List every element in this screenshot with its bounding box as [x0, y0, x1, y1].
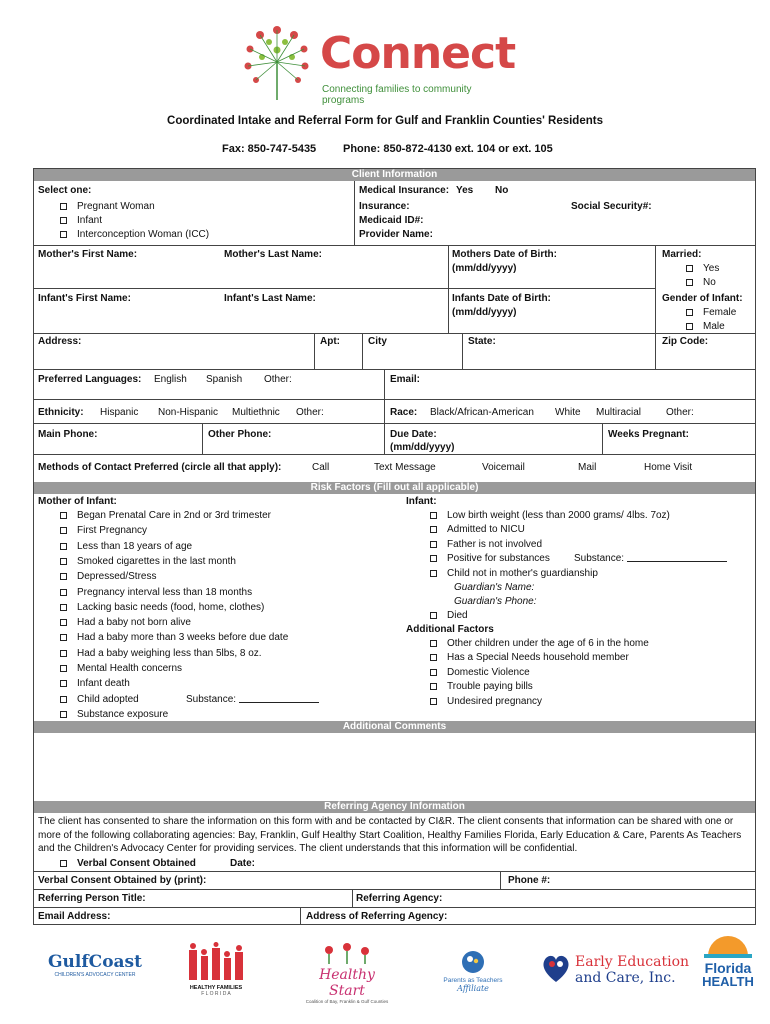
due-date-label: Due Date: — [390, 429, 437, 440]
infant-risk-label: Infant: — [406, 496, 437, 507]
eth-multiethnic[interactable]: Multiethnic — [232, 407, 280, 418]
medical-insurance-no[interactable]: No — [495, 185, 509, 196]
contact-call[interactable]: Call — [312, 462, 330, 473]
email-label: Email: — [390, 374, 421, 385]
infants-dob-format: (mm/dd/yyyy) — [452, 307, 517, 318]
lang-other[interactable]: Other: — [264, 374, 292, 385]
healthy-start-logo: Healthy Start Coalition of Bay, Franklin & Gulf Counties — [302, 942, 392, 1004]
option-infant[interactable]: Infant — [60, 215, 102, 226]
mothers-dob-label: Mothers Date of Birth: — [452, 249, 557, 260]
family-figures-icon — [181, 942, 251, 982]
eth-non-hispanic[interactable]: Non-Hispanic — [158, 407, 219, 418]
checkbox[interactable] — [60, 543, 67, 550]
checkbox[interactable] — [60, 203, 67, 210]
state-label: State: — [468, 336, 496, 347]
provider-name-label: Provider Name: — [359, 229, 433, 240]
email-address-label: Email Address: — [38, 911, 111, 922]
additional-factor-item[interactable]: Has a Special Needs household member — [430, 652, 629, 663]
gender-label: Gender of Infant: — [662, 293, 743, 304]
infant-risk-item[interactable]: Positive for substances — [430, 553, 550, 564]
additional-factor-item[interactable]: Undesired pregnancy — [430, 696, 542, 707]
ethnicity-label: Ethnicity: — [38, 407, 84, 418]
intake-form — [33, 168, 756, 925]
mothers-first-name-label: Mother's First Name: — [38, 249, 138, 260]
phone-number: Phone: 850-872-4130 ext. 104 or ext. 105 — [343, 143, 553, 155]
apt-label: Apt: — [320, 336, 340, 347]
guardian-phone-label: Guardian's Phone: — [454, 596, 537, 607]
checkbox[interactable] — [686, 323, 693, 330]
infant-risk-item[interactable]: Admitted to NICU — [430, 524, 525, 535]
checkbox[interactable] — [60, 604, 67, 611]
mother-risk-item[interactable]: Less than 18 years of age — [60, 541, 192, 552]
race-white[interactable]: White — [555, 407, 581, 418]
preferred-languages-label: Preferred Languages: — [38, 374, 142, 385]
mother-risk-item[interactable]: Mental Health concerns — [60, 663, 182, 674]
healthy-families-logo: HEALTHY FAMILIES F L O R I D A — [180, 942, 252, 997]
mothers-dob-format: (mm/dd/yyyy) — [452, 263, 517, 274]
checkbox[interactable] — [430, 541, 437, 548]
social-security-label: Social Security#: — [571, 201, 652, 212]
mother-risk-item[interactable]: Lacking basic needs (food, home, clothes) — [60, 602, 264, 613]
guardian-name-label: Guardian's Name: — [454, 582, 535, 593]
form-title: Coordinated Intake and Referral Form for Gulf and Franklin Counties' Residents — [167, 115, 603, 127]
checkbox[interactable] — [430, 555, 437, 562]
checkbox[interactable] — [60, 711, 67, 718]
checkbox[interactable] — [60, 696, 67, 703]
checkbox[interactable] — [60, 512, 67, 519]
flowers-icon — [317, 942, 377, 964]
mother-of-infant-label: Mother of Infant: — [38, 496, 117, 507]
infant-risk-item[interactable]: Low birth weight (less than 2000 grams/ 4lbs. 7oz) — [430, 510, 670, 521]
substance-infant-line[interactable] — [627, 553, 727, 562]
checkbox[interactable] — [60, 527, 67, 534]
partner-logos: GulfCoast CHILDREN'S ADVOCACY CENTER HEALTHY FAMILIES F L O R I D A Healthy Start Coalition of Bay, Franklin & Gulf Counties Parents as Teachers Affiliate Early Education and Care, Inc. Florida HEALTH — [0, 930, 770, 1010]
substance-mother-label: Substance: — [186, 694, 319, 705]
checkbox[interactable] — [60, 589, 67, 596]
verbal-by-label: Verbal Consent Obtained by (print): — [38, 875, 207, 886]
race-label: Race: — [390, 407, 418, 418]
gender-male[interactable]: Male — [686, 321, 725, 332]
checkbox[interactable] — [60, 573, 67, 580]
dandelion-icon — [232, 22, 322, 102]
city-label: City — [368, 336, 387, 347]
contact-home-visit[interactable]: Home Visit — [644, 462, 693, 473]
mother-risk-item[interactable]: Had a baby not born alive — [60, 617, 191, 628]
checkbox[interactable] — [430, 612, 437, 619]
agency-address-label: Address of Referring Agency: — [306, 911, 448, 922]
fax-number: Fax: 850-747-5435 — [222, 143, 317, 155]
mother-risk-item[interactable]: Began Prenatal Care in 2nd or 3rd trimester — [60, 510, 271, 521]
lang-spanish[interactable]: Spanish — [206, 374, 243, 385]
mothers-last-name-label: Mother's Last Name: — [224, 249, 322, 260]
checkbox[interactable] — [60, 217, 67, 224]
checkbox[interactable] — [430, 640, 437, 647]
infant-risk-item[interactable]: Father is not involved — [430, 539, 542, 550]
section-referring-agency: Referring Agency Information — [34, 801, 755, 813]
mother-risk-item[interactable]: Child adopted — [60, 694, 139, 705]
florida-health-logo: Florida HEALTH — [698, 936, 758, 989]
heart-people-icon — [541, 952, 571, 984]
logo-tagline: Connecting families to community programs — [322, 84, 472, 106]
contact-voicemail[interactable]: Voicemail — [482, 462, 525, 473]
person-title-label: Referring Person Title: — [38, 893, 146, 904]
infant-risk-item[interactable]: Child not in mother's guardianship — [430, 568, 598, 579]
additional-factor-item[interactable]: Trouble paying bills — [430, 681, 533, 692]
checkbox[interactable] — [60, 231, 67, 238]
medical-insurance-yes[interactable]: Yes — [456, 185, 474, 196]
checkbox[interactable] — [686, 309, 693, 316]
gender-female[interactable]: Female — [686, 307, 736, 318]
checkbox[interactable] — [60, 619, 67, 626]
verbal-consent[interactable]: Verbal Consent Obtained — [60, 858, 196, 869]
checkbox[interactable] — [686, 265, 693, 272]
comments-area[interactable] — [34, 735, 755, 799]
checkbox[interactable] — [60, 680, 67, 687]
checkbox[interactable] — [60, 860, 67, 867]
parent-child-icon — [461, 950, 485, 974]
checkbox[interactable] — [430, 526, 437, 533]
race-other[interactable]: Other: — [666, 407, 694, 418]
checkbox[interactable] — [430, 654, 437, 661]
checkbox[interactable] — [60, 665, 67, 672]
eth-hispanic[interactable]: Hispanic — [100, 407, 139, 418]
mother-risk-item[interactable]: Substance exposure — [60, 709, 168, 720]
referring-phone-label: Phone #: — [508, 875, 551, 886]
mother-risk-item[interactable]: Had a baby weighing less than 5lbs, 8 oz. — [60, 648, 262, 659]
contact-methods-label: Methods of Contact Preferred (circle all that apply): — [38, 462, 282, 473]
eth-other[interactable]: Other: — [296, 407, 324, 418]
connect-logo — [232, 22, 516, 106]
checkbox[interactable] — [430, 512, 437, 519]
infants-dob-label: Infants Date of Birth: — [452, 293, 551, 304]
mother-risk-item[interactable]: Had a baby more than 3 weeks before due date — [60, 632, 288, 643]
select-one-label: Select one: — [38, 185, 92, 196]
checkbox[interactable] — [430, 698, 437, 705]
race-black[interactable]: Black/African-American — [430, 407, 534, 418]
referring-agency-label: Referring Agency: — [356, 893, 443, 904]
option-interconception[interactable]: Interconception Woman (ICC) — [60, 229, 209, 240]
risk-died[interactable]: Died — [430, 610, 468, 621]
main-phone-label: Main Phone: — [38, 429, 98, 440]
mother-risk-item[interactable]: Smoked cigarettes in the last month — [60, 556, 236, 567]
section-risk-factors: Risk Factors (Fill out all applicable) — [34, 482, 755, 494]
medical-insurance-label: Medical Insurance: — [359, 185, 450, 196]
contact-text[interactable]: Text Message — [374, 462, 436, 473]
additional-factor-item[interactable]: Domestic Violence — [430, 667, 530, 678]
mother-risk-item[interactable]: Pregnancy interval less than 18 months — [60, 587, 252, 598]
mother-risk-item[interactable]: Infant death — [60, 678, 130, 689]
substance-mother-line[interactable] — [239, 694, 319, 703]
mother-risk-item[interactable]: First Pregnancy — [60, 525, 147, 536]
other-phone-label: Other Phone: — [208, 429, 272, 440]
checkbox[interactable] — [60, 558, 67, 565]
additional-factors-label: Additional Factors — [406, 624, 494, 635]
married-no[interactable]: No — [686, 277, 716, 288]
checkbox[interactable] — [430, 669, 437, 676]
contact-mail[interactable]: Mail — [578, 462, 597, 473]
married-yes[interactable]: Yes — [686, 263, 719, 274]
married-label: Married: — [662, 249, 702, 260]
infants-first-name-label: Infant's First Name: — [38, 293, 131, 304]
option-pregnant-woman[interactable]: Pregnant Woman — [60, 201, 155, 212]
checkbox[interactable] — [60, 634, 67, 641]
medicaid-id-label: Medicaid ID#: — [359, 215, 424, 226]
substance-infant-label: Substance: — [574, 553, 727, 564]
race-multiracial[interactable]: Multiracial — [596, 407, 642, 418]
mother-risk-item[interactable]: Depressed/Stress — [60, 571, 156, 582]
checkbox[interactable] — [430, 570, 437, 577]
gulfcoast-logo: GulfCoast CHILDREN'S ADVOCACY CENTER — [48, 952, 142, 978]
insurance-label: Insurance: — [359, 201, 410, 212]
additional-factor-item[interactable]: Other children under the age of 6 in the home — [430, 638, 649, 649]
parents-as-teachers-logo: Parents as Teachers Affiliate — [428, 950, 518, 993]
checkbox[interactable] — [686, 279, 693, 286]
section-additional-comments: Additional Comments — [34, 721, 755, 733]
florida-sun-icon — [704, 936, 752, 958]
infants-last-name-label: Infant's Last Name: — [224, 293, 316, 304]
due-date-format: (mm/dd/yyyy) — [390, 442, 455, 453]
logo-word: Connect — [320, 28, 516, 79]
lang-english[interactable]: English — [154, 374, 187, 385]
address-label: Address: — [38, 336, 82, 347]
checkbox[interactable] — [60, 650, 67, 657]
weeks-pregnant-label: Weeks Pregnant: — [608, 429, 689, 440]
date-label: Date: — [230, 858, 256, 869]
section-client-info: Client Information — [34, 169, 755, 181]
zip-label: Zip Code: — [662, 336, 709, 347]
consent-text: The client has consented to share the information on this form with and be contacted by CI&R. The client consents that information can be shared with one or more of the following collaborating agencies: Bay, Franklin, Gulf Healthy Start Coalition, Healthy Families Florida, Early Education & Care, Parents As Teachers and the Children's Advocacy Center for providing services. The client understands that this information will be confidential. — [38, 816, 742, 854]
checkbox[interactable] — [430, 683, 437, 690]
